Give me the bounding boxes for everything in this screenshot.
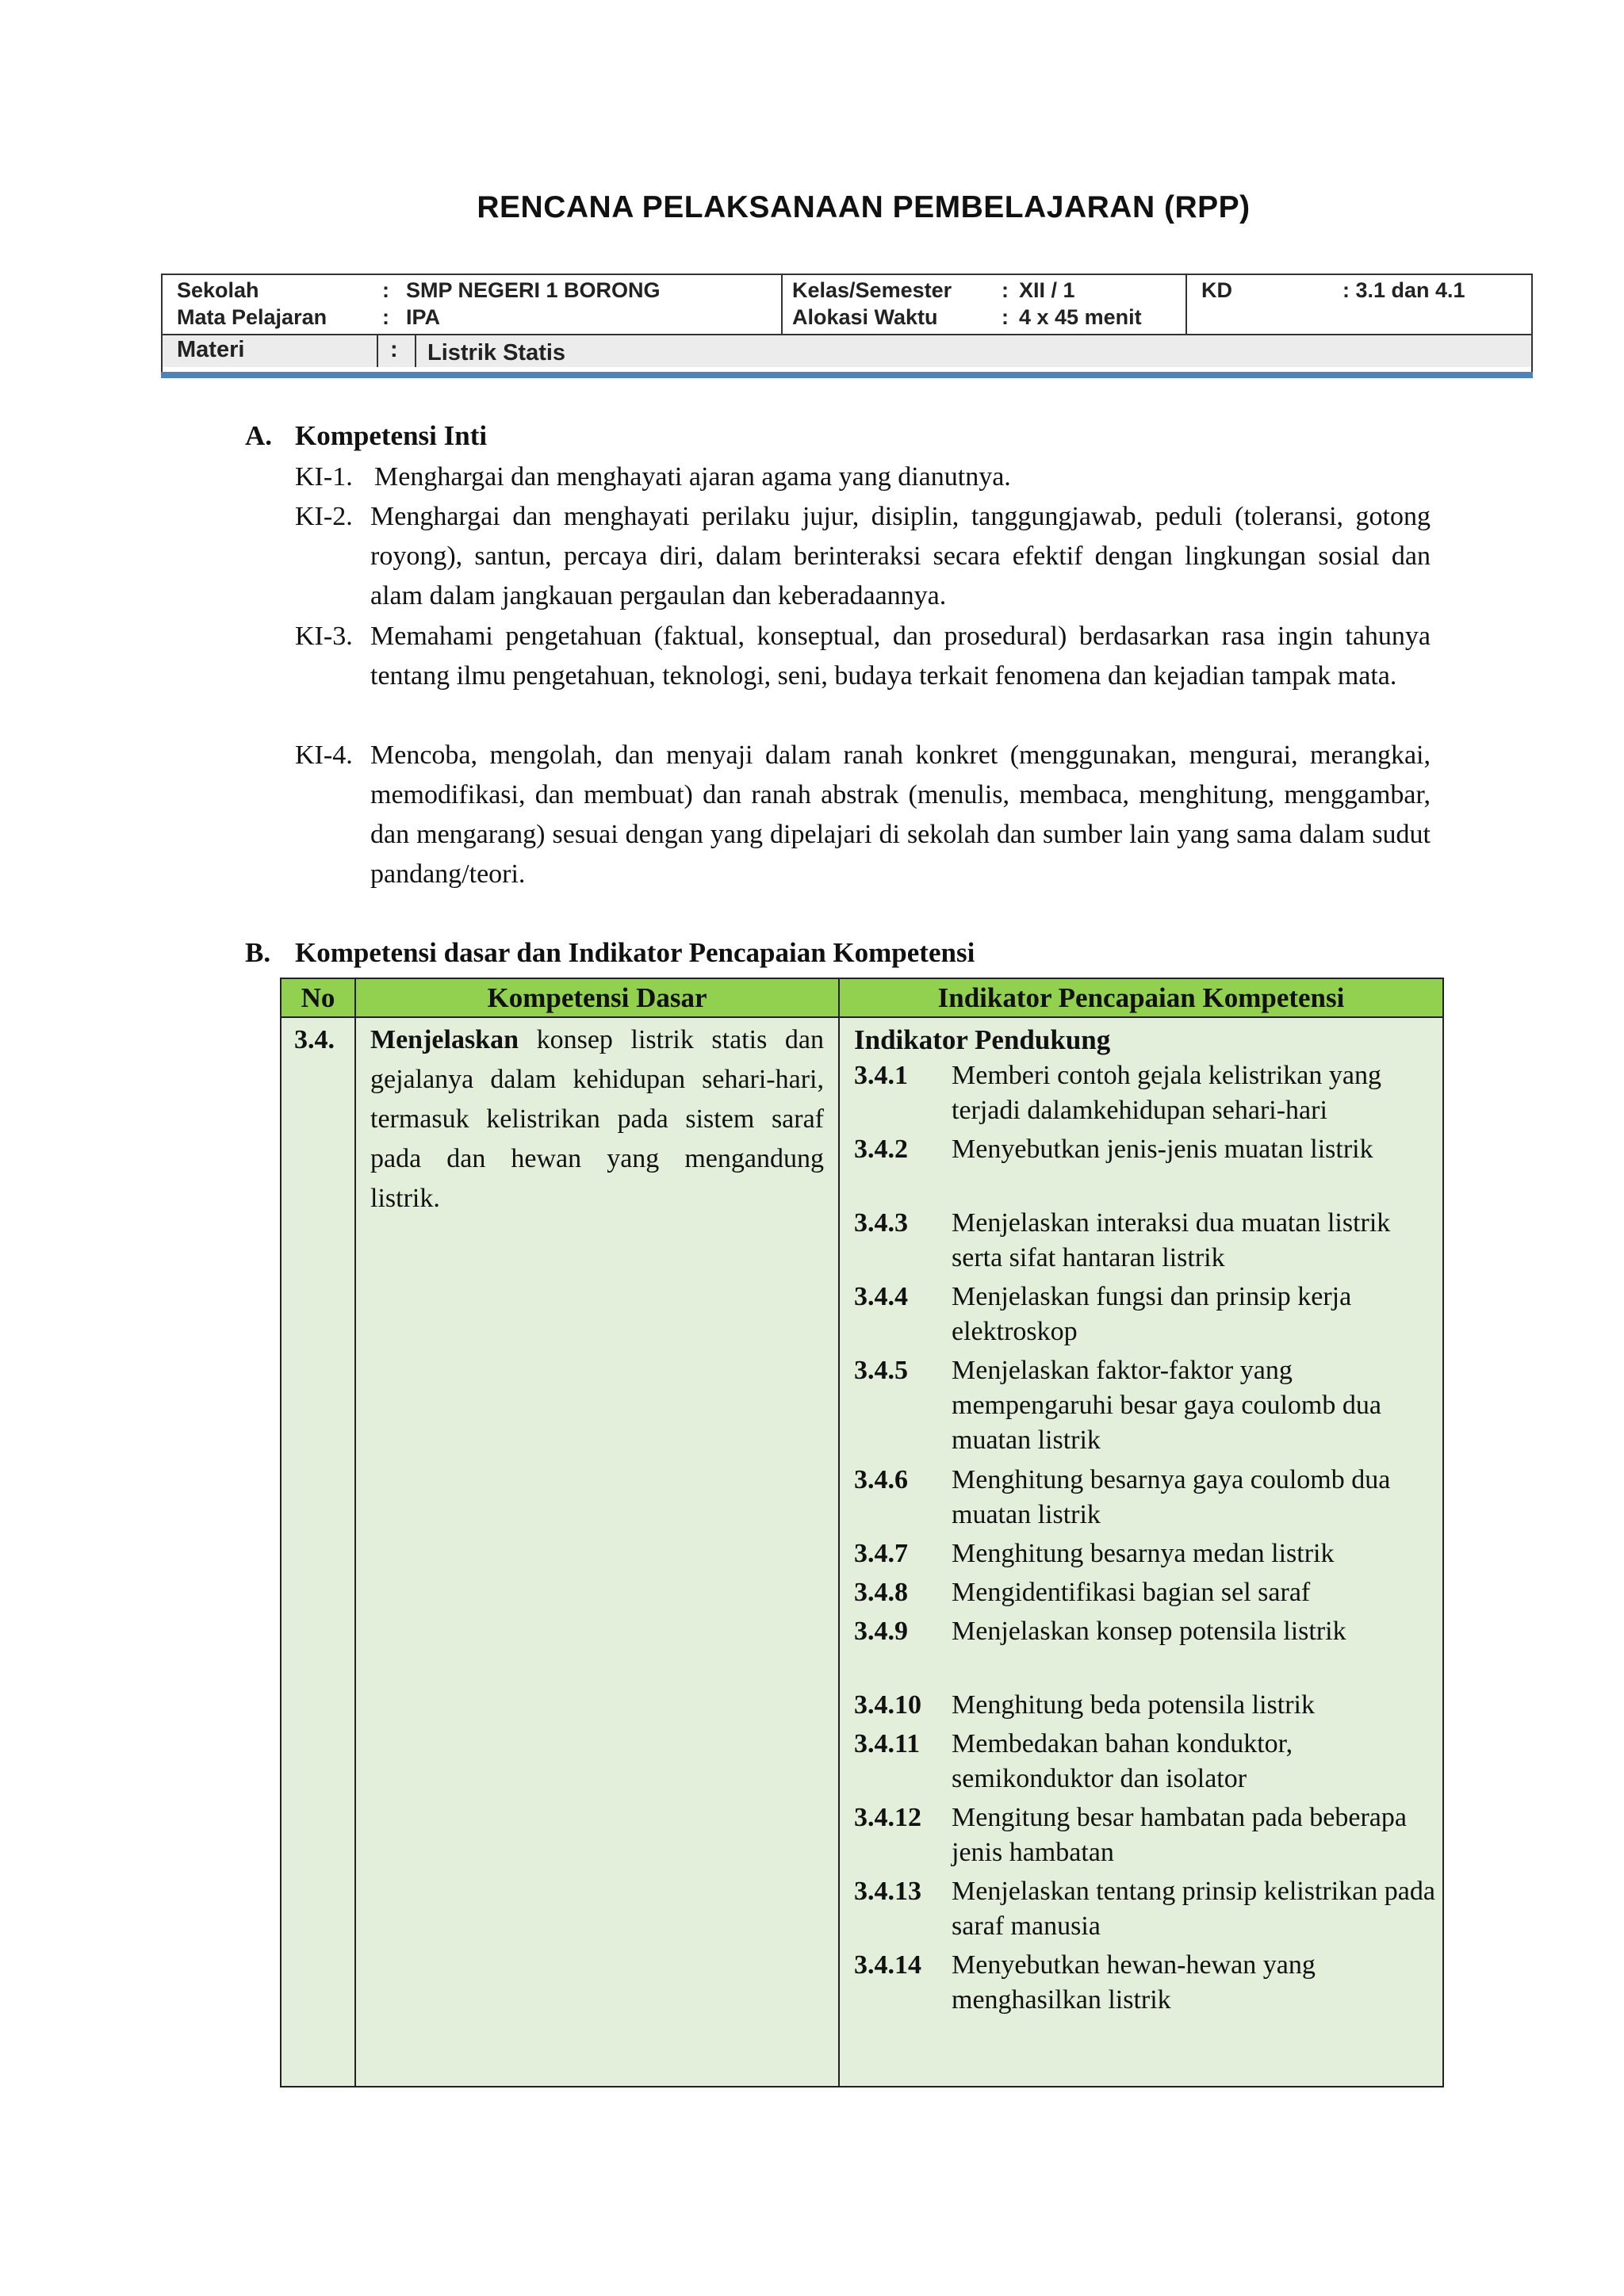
sekolah-value: SMP NEGERI 1 BORONG: [406, 278, 661, 302]
ki-item: [295, 617, 1431, 696]
kd-label: KD: [1201, 278, 1232, 302]
sekolah-label: Sekolah: [177, 278, 259, 302]
indicator-text: Menghitung besarnya gaya coulomb dua muatan listrik: [952, 1465, 1391, 1529]
divider: [377, 335, 378, 367]
indicator-number: 3.4.4: [854, 1282, 908, 1311]
ki-code: KI-3.: [295, 622, 353, 651]
indicator-text: Memberi contoh gejala kelistrikan yang terjadi dalamkehidupan sehari-hari: [952, 1061, 1381, 1125]
indicator-number: 3.4.8: [854, 1578, 908, 1607]
ki-text: Mencoba, mengolah, dan menyaji dalam ranah konkret (menggunakan, mengurai, merangkai, memodifikasi, dan membuat) dan ranah abstrak (menulis, membaca, menghitung, menggambar, dan mengarang) sesuai dengan yang dipelajari di sekolah dan sumber lain yang sama dalam sudut pandang/teori.: [370, 740, 1431, 889]
header-kompetensi-dasar: Kompetensi Dasar: [487, 982, 707, 1013]
row-number: 3.4.: [294, 1025, 335, 1054]
section-title: Kompetensi Inti: [295, 420, 488, 451]
indicator-number: 3.4.10: [854, 1690, 921, 1720]
section-label: A.: [245, 420, 273, 451]
indicator-number: 3.4.9: [854, 1617, 908, 1646]
materi-label: Materi: [177, 337, 245, 362]
colon: :: [1002, 305, 1009, 329]
ki-text: Menghargai dan menghayati perilaku jujur, disiplin, tanggungjawab, peduli (toleransi, gotong royong), santun, percaya diri, dalam berinteraksi secara efektif dengan lingkungan sosial dan alam dalam jangkauan pergaulan dan keberadaannya.: [370, 502, 1431, 610]
column-divider: [838, 979, 840, 2086]
indicator-item: [854, 1575, 1441, 1610]
indicator-item: [854, 1463, 1441, 1533]
kd-verb: Menjelaskan: [370, 1025, 519, 1054]
ki-code: KI-2.: [295, 502, 353, 531]
indicator-text: Menjelaskan konsep potensila listrik: [952, 1617, 1346, 1646]
indicator-item: [854, 1353, 1441, 1458]
alokasi-value: 4 x 45 menit: [1019, 305, 1142, 329]
kompetensi-dasar-text: [370, 1020, 824, 1219]
indicator-item: [854, 1614, 1441, 1649]
indicator-text: Menjelaskan fungsi dan prinsip kerja elektroskop: [952, 1282, 1352, 1346]
ki-item: [295, 497, 1431, 616]
indicator-number: 3.4.12: [854, 1803, 921, 1832]
mapel-value: IPA: [406, 305, 441, 329]
indicator-number: 3.4.11: [854, 1729, 921, 1758]
kd-description: konsep listrik statis dan gejalanya dalam kehidupan sehari-hari, termasuk kelistrikan pada sistem saraf pada dan hewan yang mengandung listrik.: [370, 1025, 824, 1213]
indicator-text: Menjelaskan faktor-faktor yang mempengaruhi besar gaya coulomb dua muatan listrik: [952, 1356, 1381, 1455]
indicator-item: [854, 1874, 1441, 1944]
header-info-box: [161, 274, 1533, 373]
ki-code: KI-1.: [295, 462, 353, 492]
section-label: B.: [245, 937, 271, 968]
indicator-text: Mengitung besar hambatan pada beberapa jenis hambatan: [952, 1803, 1407, 1867]
indicator-number: 3.4.5: [854, 1356, 908, 1385]
indicator-item: [854, 1688, 1441, 1723]
kelas-label: Kelas/Semester: [792, 278, 952, 302]
colon: :: [1002, 278, 1009, 302]
ki-text: Menghargai dan menghayati ajaran agama yang dianutnya.: [374, 462, 1011, 492]
mapel-label: Mata Pelajaran: [177, 305, 327, 329]
indicator-number: 3.4.3: [854, 1208, 908, 1238]
indicator-item: [854, 1536, 1441, 1571]
indicator-number: 3.4.6: [854, 1465, 908, 1494]
competency-table: [280, 978, 1444, 2087]
indicator-item: [854, 1132, 1441, 1167]
colon: :: [382, 278, 389, 302]
page-title: RENCANA PELAKSANAAN PEMBELAJARAN (RPP): [477, 190, 1251, 224]
indicator-item: [854, 1948, 1441, 2018]
indicator-text: Menghitung besarnya medan listrik: [952, 1539, 1335, 1568]
indicator-text: Membedakan bahan konduktor, semikonduktor dan isolator: [952, 1729, 1293, 1793]
indicator-item: [854, 1800, 1441, 1870]
indicator-item: [854, 1058, 1441, 1128]
indicator-number: 3.4.2: [854, 1135, 908, 1164]
divider: [1185, 275, 1187, 334]
column-divider: [354, 979, 356, 2086]
indicator-text: Mengidentifikasi bagian sel saraf: [952, 1578, 1311, 1607]
materi-row: [163, 335, 1531, 367]
divider: [415, 335, 416, 367]
indicator-text: Menghitung beda potensila listrik: [952, 1690, 1315, 1720]
materi-value: Listrik Statis: [427, 340, 566, 365]
indicator-number: 3.4.7: [854, 1539, 908, 1568]
kd-value: : 3.1 dan 4.1: [1342, 278, 1465, 302]
indicator-text: Menyebutkan hewan-hewan yang menghasilkan listrik: [952, 1950, 1316, 2015]
indicator-item: [854, 1206, 1441, 1276]
ki-item: [295, 736, 1431, 894]
indicator-text: Menyebutkan jenis-jenis muatan listrik: [952, 1135, 1373, 1164]
colon: :: [382, 305, 389, 329]
header-indikator: Indikator Pencapaian Kompetensi: [937, 982, 1345, 1013]
indicator-item: [854, 1727, 1441, 1797]
indicator-text: Menjelaskan tentang prinsip kelistrikan pada saraf manusia: [952, 1877, 1435, 1941]
divider: [781, 275, 783, 334]
indicator-item: [854, 1280, 1441, 1349]
indicator-number: 3.4.13: [854, 1877, 921, 1906]
colon: :: [390, 337, 398, 362]
indicator-number: 3.4.14: [854, 1950, 921, 1980]
header-accent-bar: [161, 372, 1533, 378]
kelas-value: XII / 1: [1019, 278, 1075, 302]
section-title: Kompetensi dasar dan Indikator Pencapaian Kompetensi: [295, 937, 975, 968]
header-no: No: [301, 982, 335, 1013]
indicator-text: Menjelaskan interaksi dua muatan listrik serta sifat hantaran listrik: [952, 1208, 1391, 1272]
ki-item: [295, 457, 1431, 497]
indicator-title: Indikator Pendukung: [854, 1024, 1111, 1055]
ki-text: Memahami pengetahuan (faktual, konseptual, dan prosedural) berdasarkan rasa ingin tahunya tentang ilmu pengetahuan, teknologi, seni, budaya terkait fenomena dan kejadian tampak mata.: [370, 622, 1431, 691]
alokasi-label: Alokasi Waktu: [792, 305, 938, 329]
ki-code: KI-4.: [295, 740, 353, 770]
indicator-number: 3.4.1: [854, 1061, 908, 1090]
